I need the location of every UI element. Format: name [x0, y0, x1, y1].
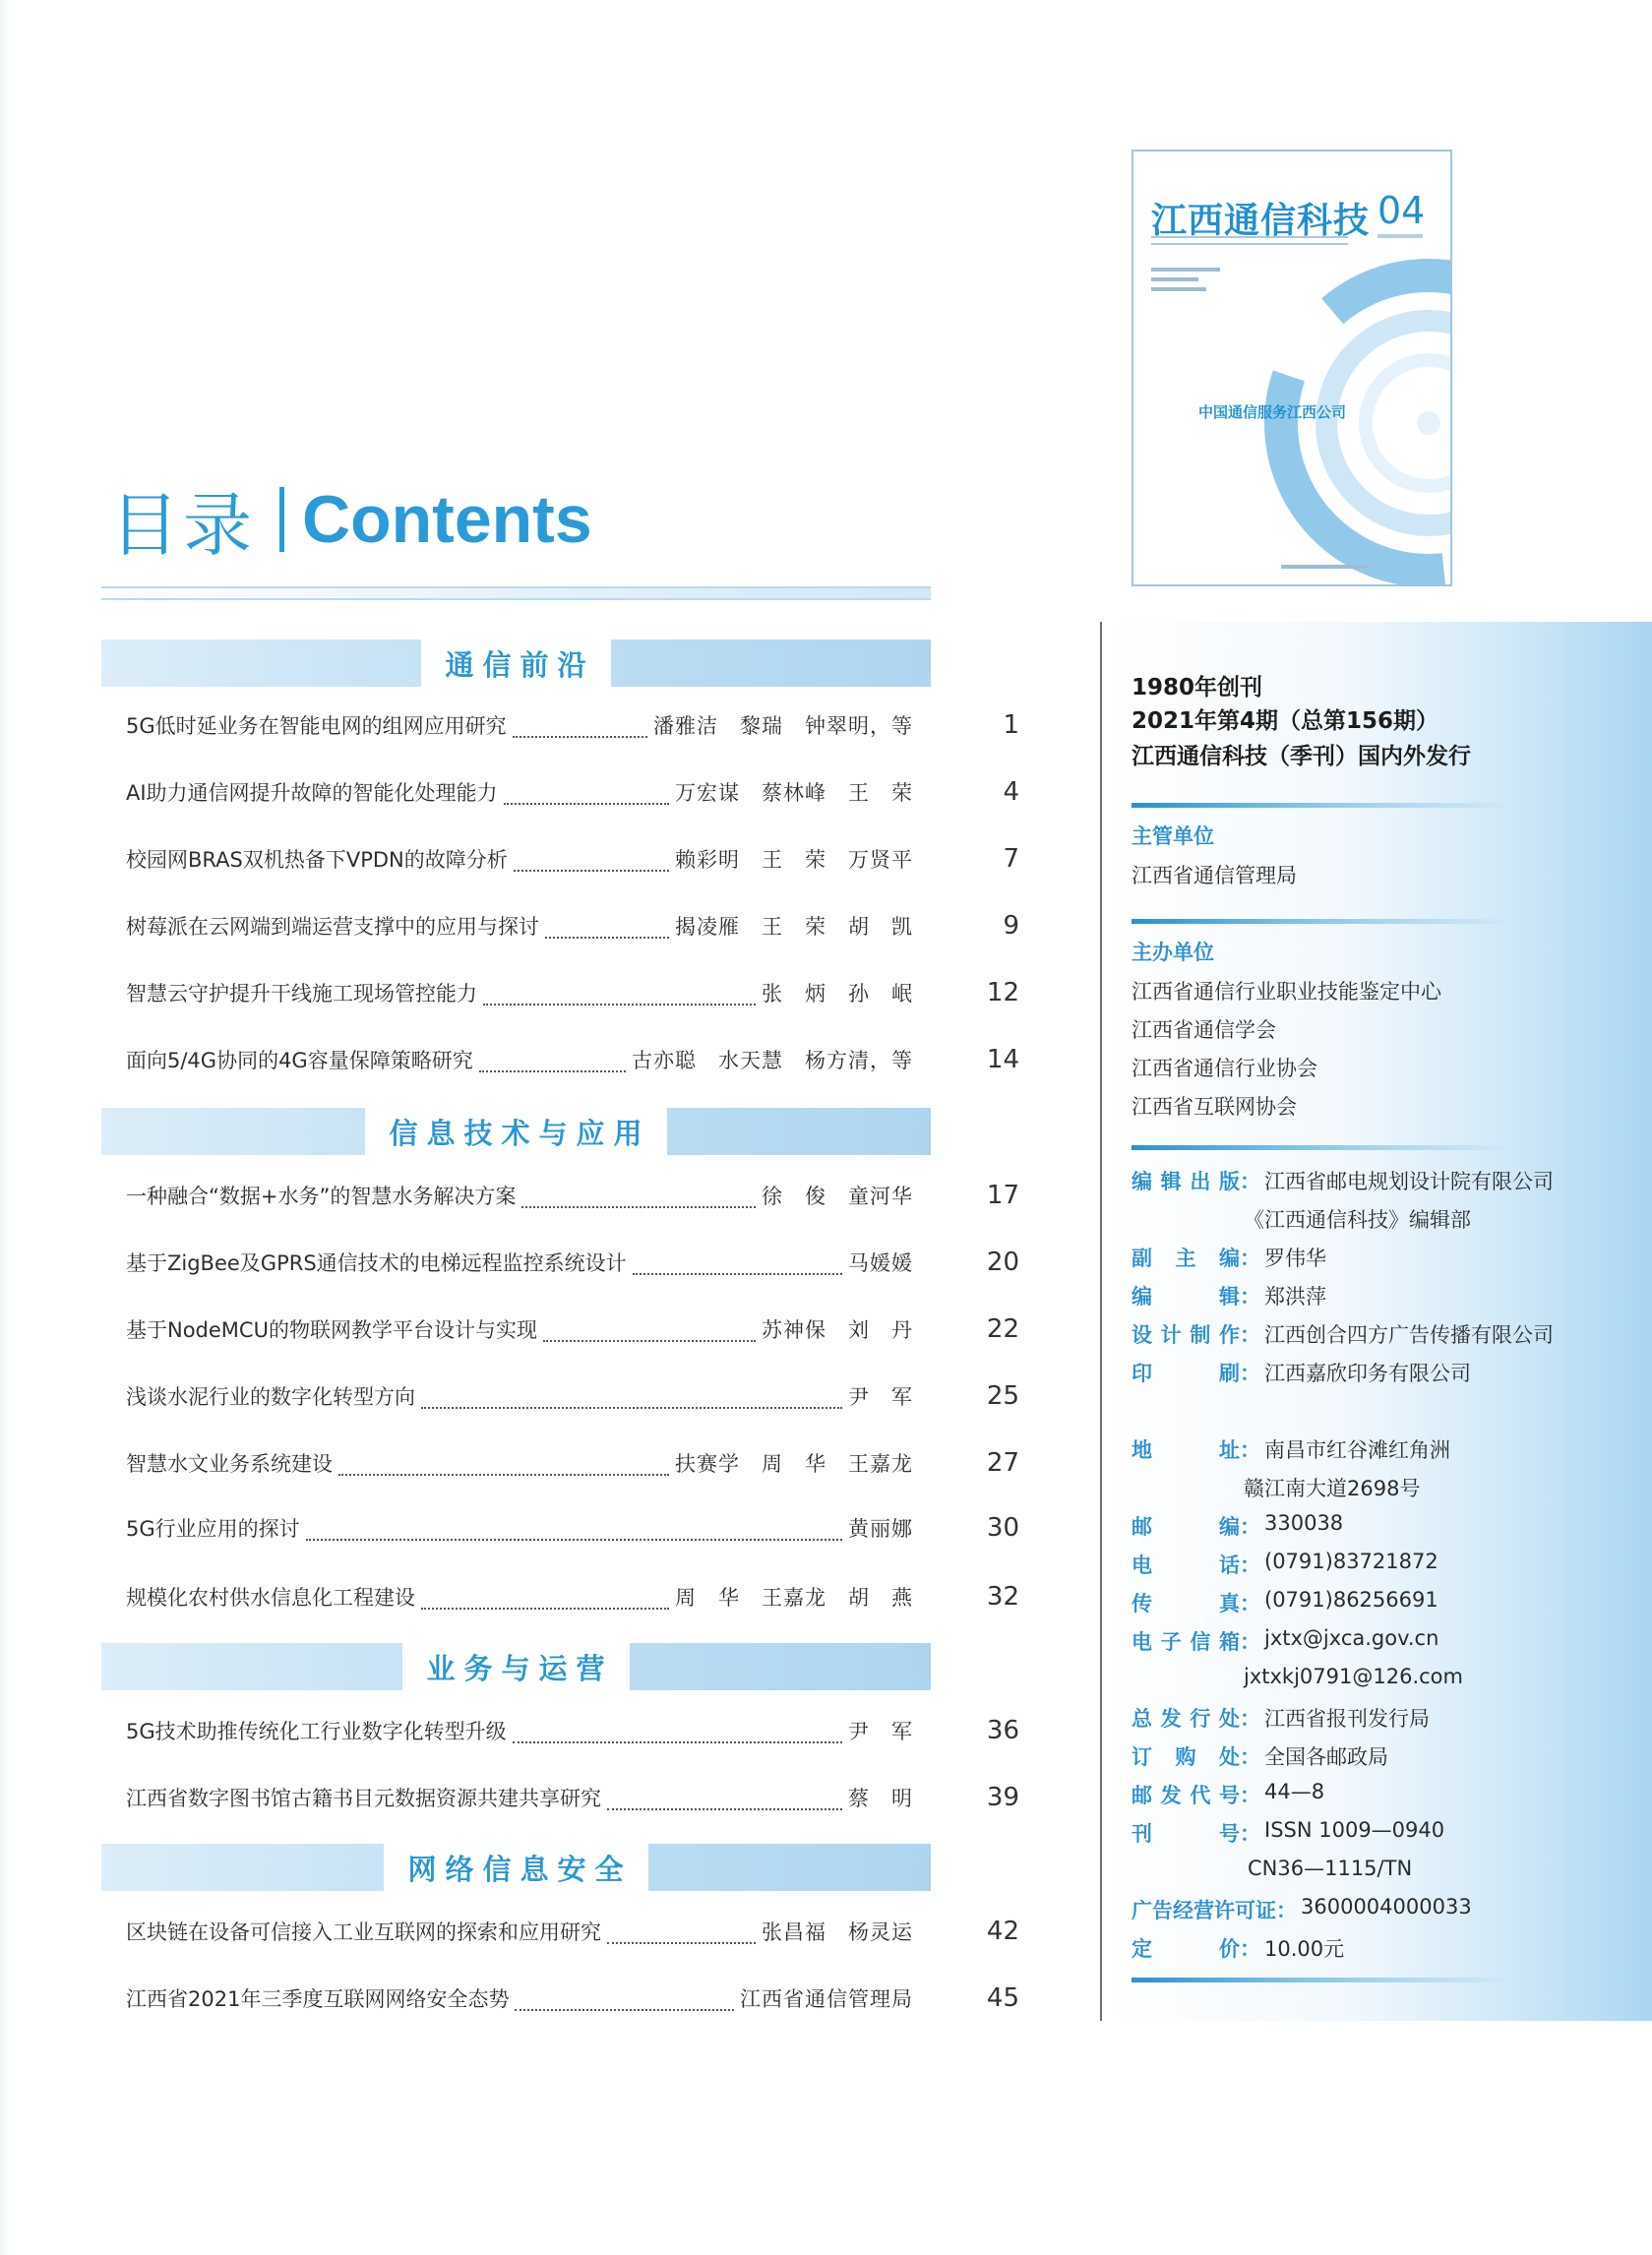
dot-leader [421, 1584, 669, 1610]
toc-entry[interactable] [126, 1377, 1019, 1415]
design-row: 设计制作 ： 江西创合四方广告传播有限公司 [1132, 1319, 1554, 1349]
editor-row: 编辑 ： 郑洪萍 [1132, 1281, 1326, 1310]
distribution-line: 江西通信科技（季刊）国内外发行 [1132, 744, 1471, 769]
field-value: 江西省邮电规划设计院有限公司 [1264, 1170, 1554, 1193]
article-authors: 马媛媛 [848, 1251, 913, 1275]
dot-leader [306, 1515, 842, 1541]
section-title: 业务与运营 [402, 1643, 629, 1691]
page-number: 36 [986, 1716, 1019, 1745]
dot-leader [483, 980, 756, 1006]
dot-leader [513, 712, 647, 738]
supervisor-value: 江西省通信管理局 [1132, 864, 1297, 887]
field-value: 44—8 [1264, 1780, 1325, 1803]
cover-title: 江西通信科技 [1151, 201, 1371, 241]
section-title: 信息技术与应用 [365, 1108, 666, 1156]
cover-ring-graphic [1133, 152, 1450, 584]
cover-footer-line [1281, 565, 1370, 569]
page-number: 42 [986, 1917, 1019, 1946]
field-label: 编辑 [1132, 1285, 1240, 1309]
toc-entry[interactable] [126, 1310, 1019, 1348]
distributor-row: 总发行处 ： 江西省报刊发行局 [1132, 1703, 1430, 1733]
page-number: 45 [986, 1983, 1019, 2013]
page-number: 22 [986, 1314, 1019, 1344]
toc-entry[interactable] [126, 706, 1019, 744]
dot-leader [545, 913, 669, 939]
article-authors: 赖彩明 王 荣 万贤平 [675, 848, 913, 872]
article-authors: 江西省通信管理局 [740, 1987, 913, 2011]
article-title: AI助力通信网提升故障的智能化处理能力 [126, 781, 498, 805]
toc-entry[interactable] [126, 773, 1019, 811]
section-header [101, 1643, 931, 1690]
sponsor-item: 江西省互联网协会 [1132, 1095, 1297, 1119]
address-value-2: 赣江南大道2698号 [1244, 1477, 1421, 1500]
dot-leader [521, 1183, 756, 1208]
field-label: 总发行处 [1132, 1707, 1240, 1731]
sponsor-item: 江西省通信行业协会 [1132, 1057, 1317, 1080]
toc-entry[interactable] [126, 907, 1019, 945]
subscribe-row: 订购处 ： 全国各邮政局 [1132, 1741, 1388, 1771]
section-title: 网络信息安全 [384, 1844, 647, 1892]
field-label: 刊号 [1132, 1822, 1240, 1846]
toc-entry[interactable] [126, 1444, 1019, 1482]
page-number: 30 [986, 1513, 1019, 1543]
page-number: 17 [986, 1181, 1019, 1210]
article-title: 5G技术助推传统化工行业数字化转型升级 [126, 1720, 507, 1743]
section-title: 通信前沿 [421, 640, 610, 688]
price-row: 定价 ： 10.00元 [1132, 1933, 1344, 1963]
field-value: 江西嘉欣印务有限公司 [1264, 1362, 1471, 1385]
field-value: 3600004000033 [1301, 1895, 1472, 1919]
page-number: 32 [986, 1582, 1019, 1612]
section-header [101, 1108, 931, 1155]
article-title: 江西省数字图书馆古籍书目元数据资源共建共享研究 [126, 1787, 601, 1810]
field-label: 地址 [1132, 1438, 1240, 1462]
article-authors: 蔡 明 [848, 1787, 913, 1810]
article-title: 江西省2021年三季度互联网网络安全态势 [126, 1987, 510, 2011]
field-label: 印刷 [1132, 1362, 1240, 1385]
article-authors: 周 华 王嘉龙 胡 燕 [675, 1586, 913, 1610]
info-separator [1132, 1145, 1505, 1150]
article-authors: 潘雅洁 黎瑞 钟翠明，等 [653, 714, 913, 738]
field-value: 10.00元 [1264, 1937, 1345, 1961]
supervisor-label: 主管单位 [1132, 824, 1214, 848]
article-authors: 尹 军 [848, 1720, 913, 1743]
article-title: 规模化农村供水信息化工程建设 [126, 1586, 415, 1610]
info-separator [1132, 1978, 1505, 1982]
article-title: 校园网BRAS双机热备下VPDN的故障分析 [126, 848, 508, 872]
dot-leader [543, 1316, 756, 1342]
cover-company-name: 中国通信服务江西公司 [1198, 403, 1347, 421]
article-title: 5G低时延业务在智能电网的组网应用研究 [126, 714, 507, 738]
toc-entry[interactable] [126, 1980, 1019, 2017]
article-authors: 尹 军 [848, 1385, 913, 1409]
dot-leader [633, 1249, 842, 1275]
editorial-value-2: 《江西通信科技》编辑部 [1244, 1208, 1471, 1232]
article-title: 浅谈水泥行业的数字化转型方向 [126, 1385, 415, 1409]
info-separator [1132, 919, 1505, 924]
section-header [101, 640, 931, 687]
field-label: 邮发代号 [1132, 1784, 1240, 1807]
article-title: 树莓派在云网端到端运营支撑中的应用与探讨 [126, 915, 539, 939]
toc-entry[interactable] [126, 1244, 1019, 1281]
page-number: 25 [986, 1381, 1019, 1411]
field-label: 设计制作 [1132, 1323, 1240, 1347]
field-value: (0791)83721872 [1264, 1550, 1438, 1573]
article-title: 基于ZigBee及GPRS通信技术的电梯远程监控系统设计 [126, 1251, 627, 1275]
field-value: 郑洪萍 [1264, 1285, 1326, 1309]
field-value: 南昌市红谷滩红角洲 [1264, 1438, 1450, 1462]
toc-entry[interactable] [126, 1578, 1019, 1615]
dot-leader [479, 1047, 626, 1072]
issue-line: 2021年第4期（总第156期） [1132, 708, 1439, 734]
page-number: 12 [986, 978, 1019, 1007]
page-number: 7 [1003, 844, 1019, 874]
toc-entry[interactable] [126, 1712, 1019, 1749]
article-authors: 万宏谋 蔡林峰 王 荣 [675, 781, 913, 805]
field-value: 江西创合四方广告传播有限公司 [1264, 1323, 1554, 1347]
field-label: 电子信箱 [1132, 1630, 1240, 1654]
cn-value: CN36—1115/TN [1248, 1857, 1413, 1880]
info-separator [1132, 803, 1505, 808]
print-row: 印刷 ： 江西嘉欣印务有限公司 [1132, 1358, 1471, 1387]
journal-number-row: 刊号 ： ISSN 1009—0940 [1132, 1818, 1445, 1846]
phone-row: 电话 ： (0791)83721872 [1132, 1550, 1438, 1577]
page-number: 27 [986, 1448, 1019, 1478]
editorial-row: 编辑出版 ： 江西省邮电规划设计院有限公司 [1132, 1166, 1554, 1195]
title-divider [279, 487, 284, 552]
founded-year: 1980年创刊 [1132, 675, 1263, 701]
cover-issue-number: 04 [1377, 189, 1426, 232]
field-label: 传真 [1132, 1592, 1240, 1615]
field-label: 编辑出版 [1132, 1170, 1240, 1193]
dot-leader [607, 1785, 842, 1810]
contents-title-en: Contents [302, 482, 592, 557]
field-label: 广告经营许可证 [1132, 1899, 1276, 1922]
page-number: 9 [1003, 911, 1019, 941]
postal-code-row: 邮发代号 ： 44—8 [1132, 1780, 1325, 1807]
toc-entry[interactable] [126, 1913, 1019, 1950]
email-row: 电子信箱 ： jxtx@jxca.gov.cn [1132, 1626, 1439, 1654]
page-number: 1 [1003, 710, 1019, 740]
article-authors: 苏神保 刘 丹 [762, 1318, 913, 1342]
page-number: 14 [986, 1045, 1019, 1074]
field-label: 副主编 [1132, 1247, 1240, 1270]
deputy-editor-row: 副主编 ： 罗伟华 [1132, 1243, 1326, 1272]
field-value: 罗伟华 [1264, 1247, 1326, 1270]
email-value[interactable]: jxtx@jxca.gov.cn [1264, 1626, 1439, 1650]
issn-value: ISSN 1009—0940 [1264, 1818, 1445, 1842]
title-underline [101, 586, 931, 600]
email-value-2[interactable]: jxtxkj0791@126.com [1244, 1665, 1463, 1688]
postcode-row: 邮编 ： 330038 [1132, 1511, 1344, 1539]
dot-leader [607, 1919, 756, 1944]
page-left-edge [0, 0, 10, 2255]
dot-leader [338, 1450, 669, 1476]
article-title: 基于NodeMCU的物联网教学平台设计与实现 [126, 1318, 537, 1342]
article-title: 智慧水文业务系统建设 [126, 1452, 333, 1476]
page-number: 39 [986, 1783, 1019, 1812]
field-value: (0791)86256691 [1264, 1588, 1438, 1612]
toc-entry[interactable] [126, 974, 1019, 1011]
toc-entry[interactable] [126, 1041, 1019, 1078]
sponsor-item: 江西省通信学会 [1132, 1018, 1276, 1042]
article-authors: 黄丽娜 [848, 1517, 913, 1541]
article-authors: 揭凌雁 王 荣 胡 凯 [675, 915, 913, 939]
address-row: 地址 ： 南昌市红谷滩红角洲 [1132, 1434, 1450, 1464]
article-title: 一种融合“数据+水务”的智慧水务解决方案 [126, 1185, 517, 1208]
article-authors: 古亦聪 水天慧 杨方清，等 [632, 1049, 913, 1072]
fax-row: 传真 ： (0791)86256691 [1132, 1588, 1438, 1615]
article-authors: 扶赛学 周 华 王嘉龙 [675, 1452, 913, 1476]
article-title: 智慧云守护提升干线施工现场管控能力 [126, 982, 477, 1006]
field-label: 电话 [1132, 1554, 1240, 1577]
field-label: 邮编 [1132, 1515, 1240, 1539]
dot-leader [515, 1985, 734, 2011]
dot-leader [514, 846, 669, 872]
field-value: 江西省报刊发行局 [1264, 1707, 1430, 1731]
sponsor-item: 江西省通信行业职业技能鉴定中心 [1132, 980, 1441, 1004]
article-authors: 徐 俊 童河华 [762, 1185, 913, 1208]
article-title: 5G行业应用的探讨 [126, 1517, 300, 1541]
article-title: 区块链在设备可信接入工业互联网的探索和应用研究 [126, 1920, 601, 1944]
sponsor-label: 主办单位 [1132, 941, 1214, 964]
dot-leader [421, 1383, 842, 1409]
field-label: 定价 [1132, 1937, 1240, 1961]
field-value: 330038 [1264, 1511, 1344, 1535]
article-title: 面向5/4G协同的4G容量保障策略研究 [126, 1049, 473, 1072]
page-number: 4 [1003, 777, 1019, 807]
field-value: 全国各邮政局 [1264, 1745, 1388, 1769]
toc-entry[interactable] [126, 840, 1019, 878]
contents-heading [110, 480, 592, 566]
article-authors: 张昌福 杨灵运 [762, 1920, 913, 1944]
dot-leader [504, 779, 669, 805]
field-label: 订购处 [1132, 1745, 1240, 1769]
page-number: 20 [986, 1248, 1019, 1277]
cover-thumbnail [1132, 150, 1452, 586]
section-header [101, 1844, 931, 1891]
contents-title-cn: 目录 [110, 484, 256, 566]
toc-entry[interactable] [126, 1779, 1019, 1816]
dot-leader [513, 1718, 842, 1743]
article-authors: 张 炳 孙 岷 [762, 982, 913, 1006]
toc-entry[interactable] [126, 1177, 1019, 1214]
toc-entry[interactable] [126, 1509, 1019, 1547]
ad-license-row: 广告经营许可证 ： 3600004000033 [1132, 1895, 1472, 1922]
